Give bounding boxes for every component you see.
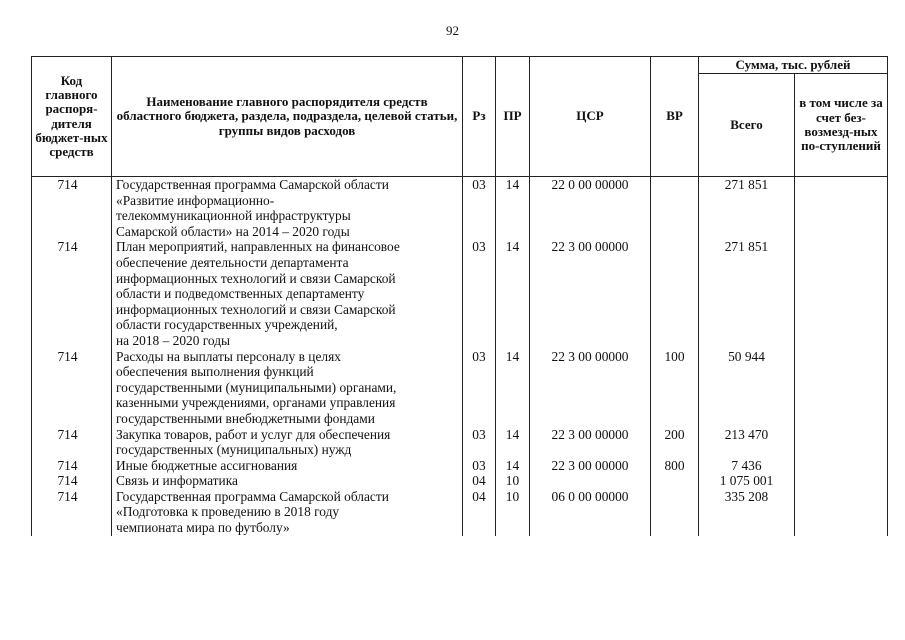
row-incl bbox=[795, 349, 888, 427]
row-total: 50 944 bbox=[699, 349, 795, 427]
row-total: 271 851 bbox=[699, 177, 795, 240]
row-csr bbox=[530, 473, 651, 489]
table-row bbox=[32, 177, 888, 240]
row-code: 714 bbox=[32, 473, 112, 489]
header-vr: ВР bbox=[651, 57, 699, 177]
row-pr: 14 bbox=[496, 239, 530, 348]
row-total: 7 436 bbox=[699, 458, 795, 474]
table-row bbox=[32, 489, 888, 536]
table-row bbox=[32, 427, 888, 458]
row-csr: 22 3 00 00000 bbox=[530, 427, 651, 458]
row-rz: 03 bbox=[463, 177, 496, 240]
table-row bbox=[32, 473, 888, 489]
row-name: План мероприятий, направленных на финансовое обеспечение деятельности департамента информационных технологий и связи Самарской области и подведомственных департаменту информационных технологий и связи Самарской области государственных учреждений, на 2018 – 2020 годы bbox=[116, 239, 400, 348]
row-csr: 06 0 00 00000 bbox=[530, 489, 651, 536]
row-vr bbox=[651, 239, 699, 348]
row-rz: 03 bbox=[463, 239, 496, 348]
row-vr bbox=[651, 473, 699, 489]
row-name: Государственная программа Самарской области «Развитие информационно- телекоммуникационной инфраструктуры Самарской области» на 2014 – 2020 годы bbox=[116, 177, 389, 239]
table-row bbox=[32, 458, 888, 474]
row-pr: 14 bbox=[496, 427, 530, 458]
row-code: 714 bbox=[32, 239, 112, 348]
row-rz: 03 bbox=[463, 427, 496, 458]
row-total: 1 075 001 bbox=[699, 473, 795, 489]
row-name: Иные бюджетные ассигнования bbox=[116, 457, 298, 473]
table-row bbox=[32, 239, 888, 348]
header-incl: в том числе за счет без-возмезд-ных по-ступлений bbox=[795, 74, 888, 177]
row-rz: 04 bbox=[463, 473, 496, 489]
row-pr: 10 bbox=[496, 489, 530, 536]
row-csr: 22 3 00 00000 bbox=[530, 458, 651, 474]
header-sum-group: Сумма, тыс. рублей bbox=[699, 57, 888, 74]
row-name: Связь и информатика bbox=[116, 473, 238, 489]
row-incl bbox=[795, 177, 888, 240]
row-rz: 03 bbox=[463, 349, 496, 427]
row-pr: 14 bbox=[496, 349, 530, 427]
row-vr: 800 bbox=[651, 458, 699, 474]
row-total: 335 208 bbox=[699, 489, 795, 536]
header-pr: ПР bbox=[496, 57, 530, 177]
row-code: 714 bbox=[32, 489, 112, 536]
row-rz: 03 bbox=[463, 458, 496, 474]
row-pr: 14 bbox=[496, 458, 530, 474]
header-csr: ЦСР bbox=[530, 57, 651, 177]
row-code: 714 bbox=[32, 427, 112, 458]
header-name: Наименование главного распорядителя средств областного бюджета, раздела, подраздела, целевой статьи, группы видов расходов bbox=[112, 57, 463, 177]
row-csr: 22 3 00 00000 bbox=[530, 349, 651, 427]
header-total: Всего bbox=[699, 74, 795, 177]
row-name: Государственная программа Самарской области «Подготовка к проведению в 2018 году чемпионата мира по футболу» bbox=[116, 488, 389, 536]
row-incl bbox=[795, 427, 888, 458]
row-rz: 04 bbox=[463, 489, 496, 536]
row-code: 714 bbox=[32, 177, 112, 240]
row-vr: 100 bbox=[651, 349, 699, 427]
row-total: 213 470 bbox=[699, 427, 795, 458]
row-csr: 22 3 00 00000 bbox=[530, 239, 651, 348]
table-row bbox=[32, 349, 888, 427]
row-name: Расходы на выплаты персоналу в целях обеспечения выполнения функций государственными (муниципальными) органами, казенными учреждениями, органами управления государственными внебюджетными фондами bbox=[116, 348, 397, 426]
row-name: Закупка товаров, работ и услуг для обеспечения государственных (муниципальных) нужд bbox=[116, 426, 391, 458]
row-incl bbox=[795, 239, 888, 348]
row-pr: 14 bbox=[496, 177, 530, 240]
row-incl bbox=[795, 458, 888, 474]
row-code: 714 bbox=[32, 349, 112, 427]
row-csr: 22 0 00 00000 bbox=[530, 177, 651, 240]
budget-table bbox=[31, 56, 888, 536]
row-code: 714 bbox=[32, 458, 112, 474]
row-pr: 10 bbox=[496, 473, 530, 489]
row-vr: 200 bbox=[651, 427, 699, 458]
row-total: 271 851 bbox=[699, 239, 795, 348]
row-vr bbox=[651, 489, 699, 536]
header-code: Код главного распоря-дителя бюджет-ных средств bbox=[32, 57, 112, 177]
page-number: 92 bbox=[446, 23, 459, 38]
row-incl bbox=[795, 473, 888, 489]
row-vr bbox=[651, 177, 699, 240]
row-incl bbox=[795, 489, 888, 536]
header-rz: Рз bbox=[463, 57, 496, 177]
